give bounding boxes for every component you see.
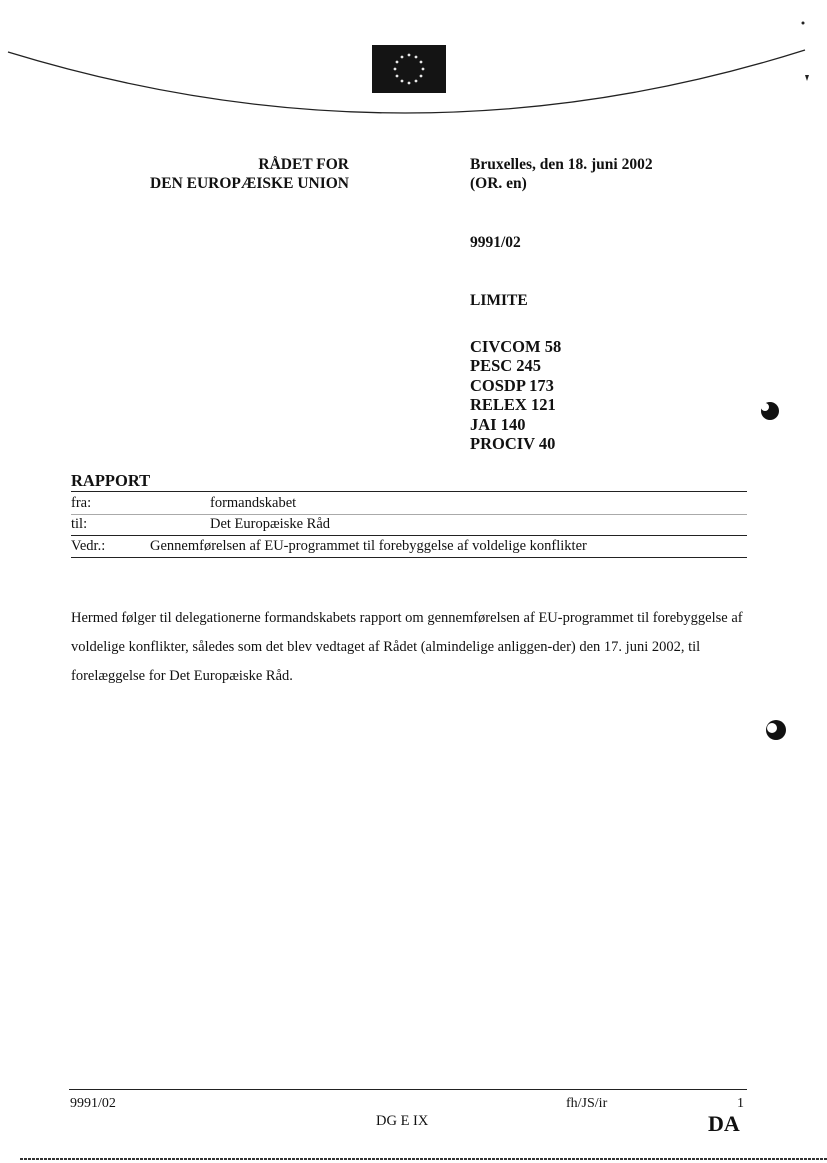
doc-number: 9991/02 <box>470 234 521 251</box>
footer-doc-number: 9991/02 <box>70 1096 116 1111</box>
reference-item: JAI 140 <box>470 414 526 434</box>
from-value: formandskabet <box>210 495 297 511</box>
footer-initials: fh/JS/ir <box>566 1096 608 1111</box>
reference-item: RELEX 121 <box>470 395 556 415</box>
original-language: (OR. en) <box>470 175 527 192</box>
report-title: RAPPORT <box>71 471 151 490</box>
subject-value: Gennemførelsen af EU-programmet til forebyggelse af voldelige konflikter <box>150 538 587 554</box>
reference-item: COSDP 173 <box>470 375 554 395</box>
classification: LIMITE <box>470 292 528 309</box>
date-line: Bruxelles, den 18. juni 2002 <box>470 156 653 173</box>
to-label: til: <box>71 516 88 532</box>
subject-label: Vedr.: <box>71 538 106 554</box>
from-label: fra: <box>71 495 92 511</box>
reference-item: CIVCOM 58 <box>470 337 562 356</box>
footer-page-number: 1 <box>737 1096 744 1111</box>
council-line-1: RÅDET FOR <box>258 156 349 173</box>
council-line-2: DEN EUROPÆISKE UNION <box>150 175 349 192</box>
footer-language-code: DA <box>708 1111 740 1136</box>
reference-item: PROCIV 40 <box>470 434 556 454</box>
to-value: Det Europæiske Råd <box>210 516 331 532</box>
body-paragraph: Hermed følger til delegationerne formandskabets rapport om gennemførelsen af EU-programmet til forebyggelse af voldelige konflikter, således som det blev vedtaget af Rådet (almindelige anliggen-der) den 17. juni 2002, til forelæggelse for Det Europæiske Råd. <box>71 610 743 684</box>
reference-item: PESC 245 <box>470 356 542 376</box>
footer-directorate: DG E IX <box>376 1113 429 1129</box>
